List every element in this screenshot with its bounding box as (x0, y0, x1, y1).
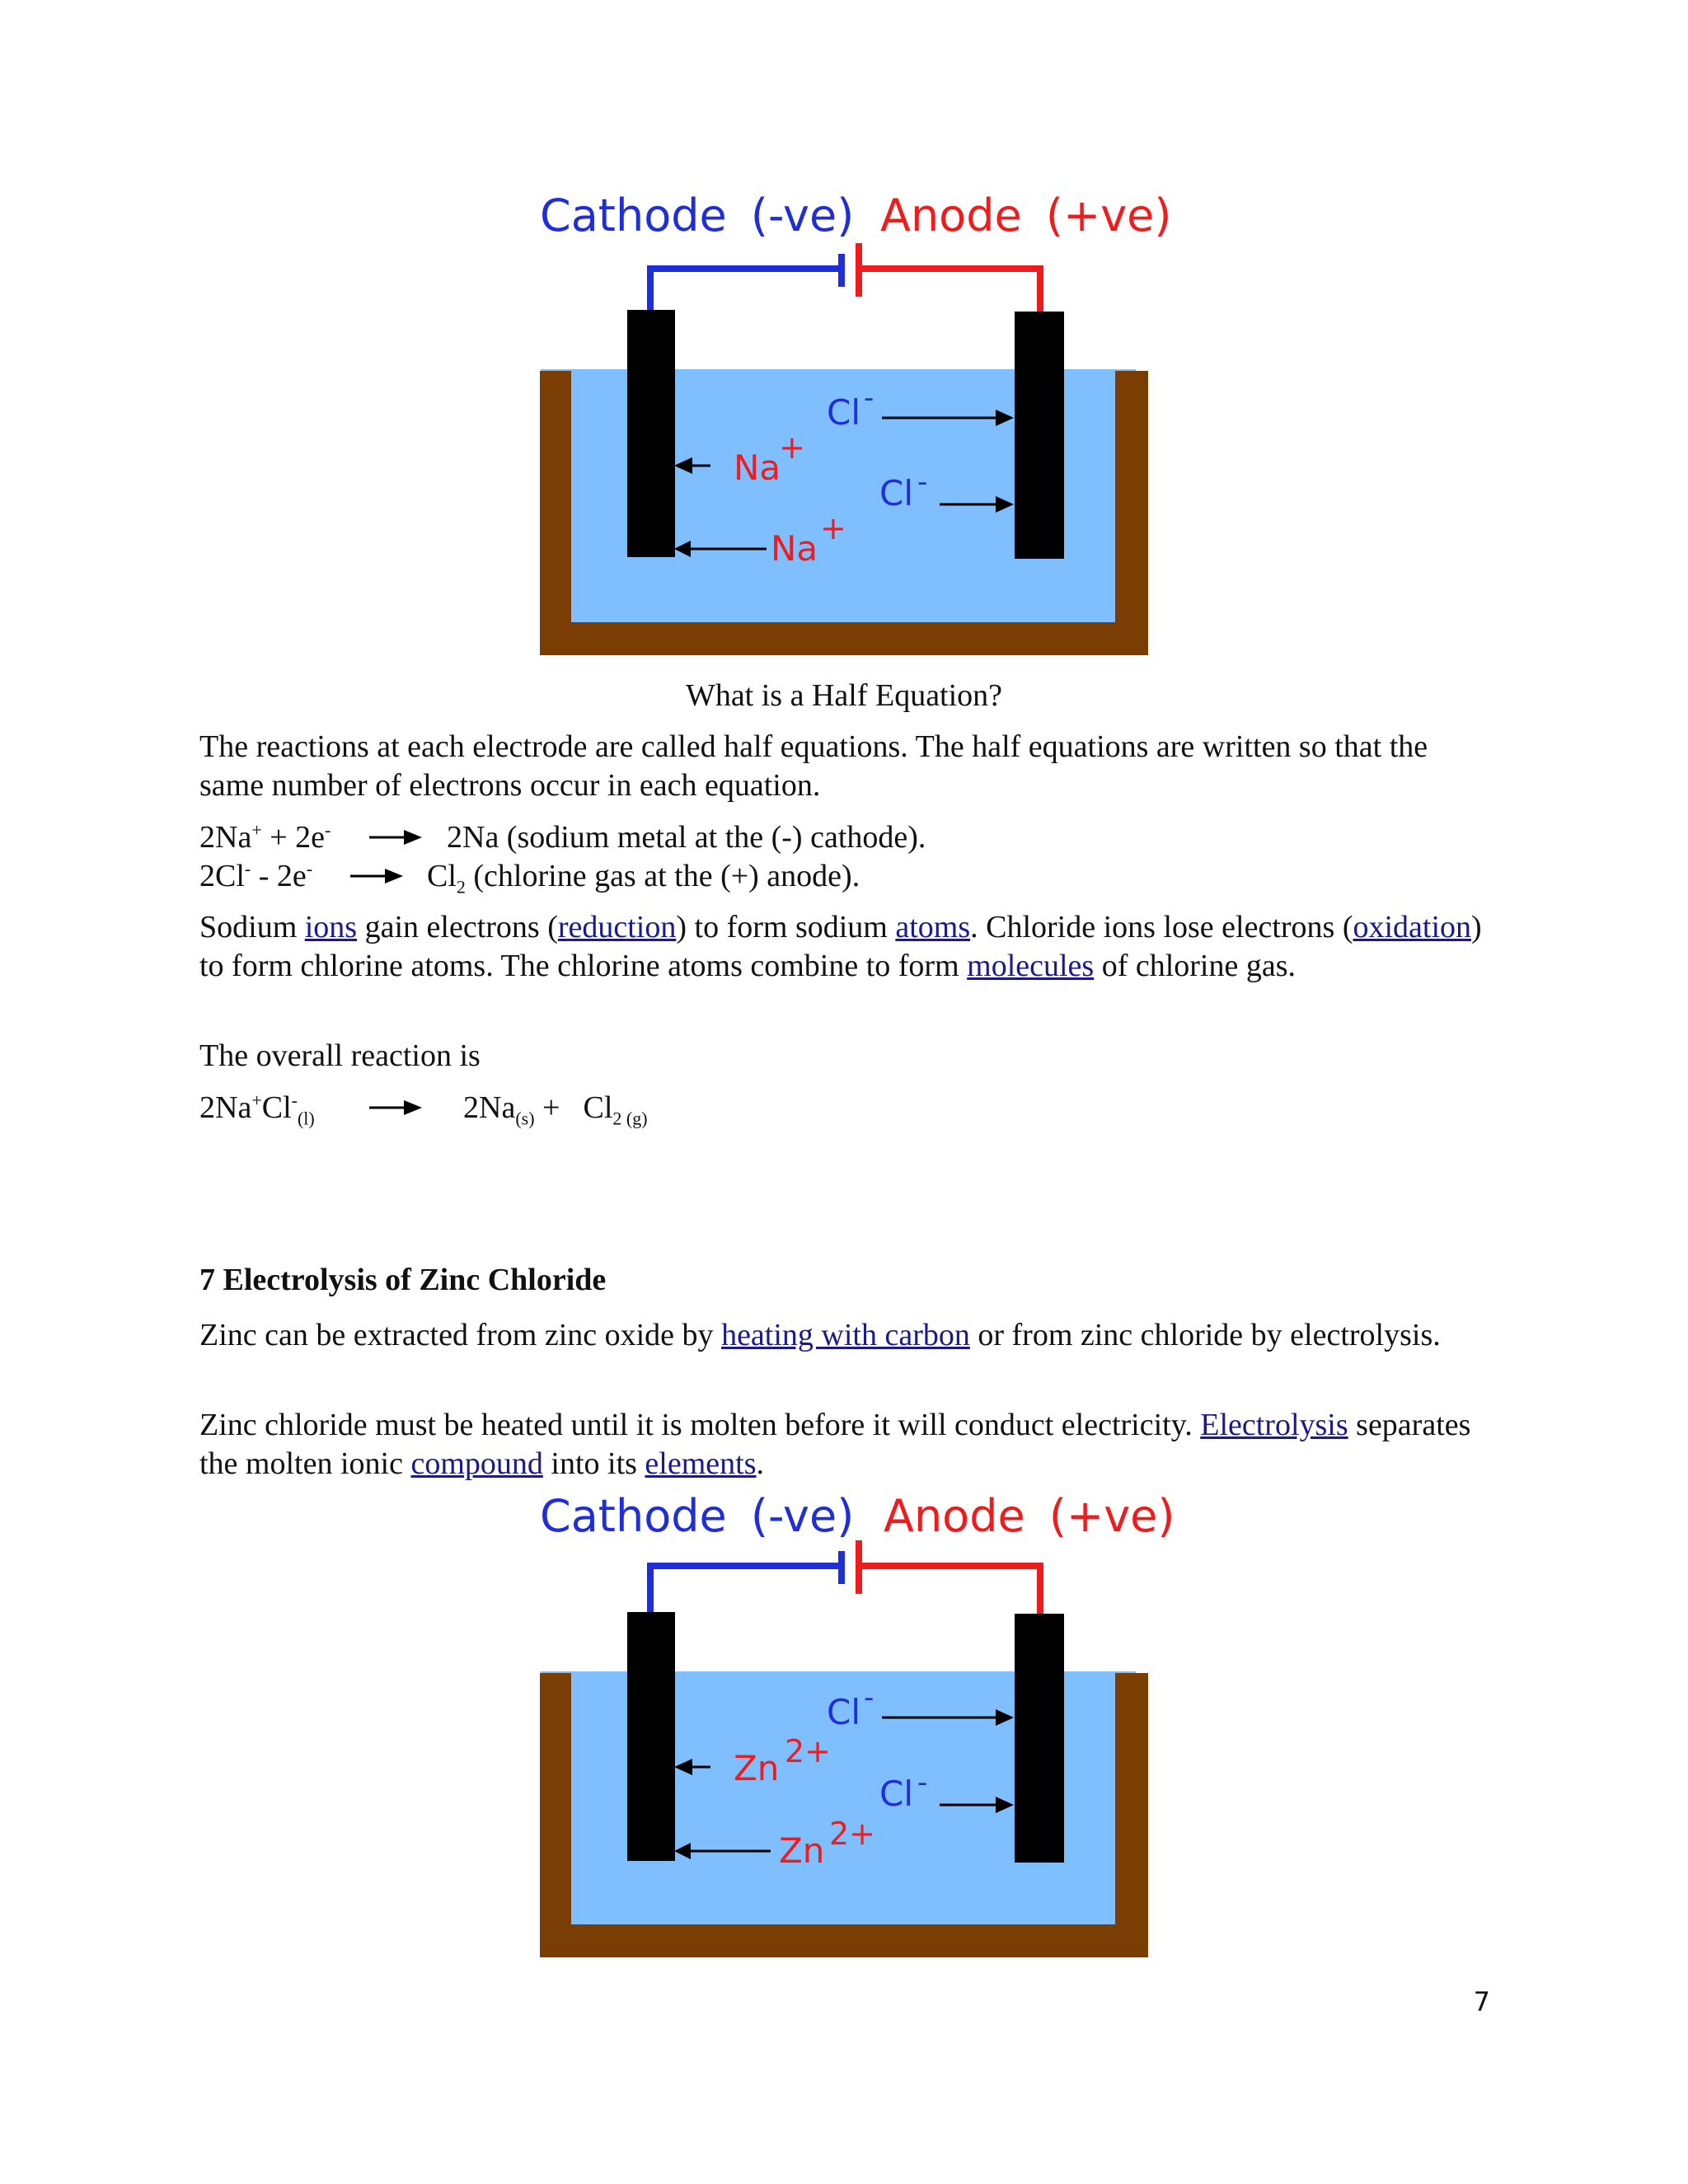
svg-text:Cl (827, 392, 860, 433)
link-electrolysis[interactable]: Electrolysis (1200, 1408, 1348, 1442)
eq1-left: 2Na (199, 820, 252, 855)
anode-sign: (+ve) (1045, 190, 1172, 241)
electrolysis-diagram-sodium-chloride (528, 190, 1172, 666)
zinc-paragraph-1: Zinc can be extracted from zinc oxide by heating with carbon or from zinc chloride by electrolysis. (199, 1318, 1441, 1352)
link-heating-with-carbon[interactable]: heating with carbon (721, 1318, 970, 1352)
reaction-arrow-icon (350, 866, 405, 886)
anode-label: Anode (880, 190, 1022, 241)
anion-charge: - (864, 1681, 874, 1714)
cation-charge: 2+ (785, 1733, 832, 1769)
figure-caption: What is a Half Equation? (685, 678, 1003, 713)
link-ions[interactable]: ions (304, 910, 358, 944)
overall-reaction-label: The overall reaction is (199, 1038, 481, 1073)
half-equation-intro: The reactions at each electrode are called half equations. The half equations are written so that the same number of electrons occur in each equation. (199, 729, 1428, 803)
svg-text:Anode (+ve) (880, 190, 1171, 241)
anode-electrode (1015, 1614, 1064, 1863)
svg-text:Cathode (-ve) (540, 1490, 854, 1542)
eq1-left-charge: + (251, 819, 262, 841)
reaction-arrow-icon (369, 1098, 424, 1118)
link-molecules[interactable]: molecules (967, 949, 1095, 983)
cation-charge: + (820, 510, 846, 546)
anion-symbol: Cl (879, 1774, 913, 1814)
circuit-wires (650, 1540, 1040, 1614)
eq2-electron-charge: - (306, 858, 313, 879)
link-atoms[interactable]: atoms (895, 910, 971, 944)
link-reduction[interactable]: reduction (557, 910, 677, 944)
cation-symbol: Zn (734, 1748, 780, 1788)
anion-symbol: Cl (827, 392, 860, 433)
svg-text:Cathode (-ve) (540, 190, 854, 241)
eq2-chlorine: Cl (427, 859, 457, 893)
half-equation-anode (199, 857, 312, 896)
anion-symbol: Cl (879, 473, 913, 513)
cation-charge: + (779, 429, 805, 466)
cation-symbol: Na (771, 528, 818, 569)
cation-charge: 2+ (829, 1816, 876, 1852)
electrolysis-diagram-zinc-chloride (528, 1490, 1175, 1968)
cathode-label: Cathode (540, 190, 727, 241)
anion-charge: - (917, 466, 928, 499)
cathode-electrode (627, 1612, 675, 1861)
eq2-product (427, 857, 860, 896)
page-number: 7 (1473, 1986, 1490, 2018)
cation-symbol: Zn (779, 1830, 825, 1871)
anion-charge: - (917, 1766, 928, 1799)
anion-symbol: Cl (827, 1692, 860, 1732)
anode-label: Anode (884, 1490, 1025, 1542)
eq1-electron-charge: - (325, 819, 331, 841)
anode-sign: (+ve) (1048, 1490, 1175, 1542)
link-elements[interactable]: elements (645, 1446, 757, 1481)
eq2-subscript: 2 (456, 876, 466, 898)
cathode-label: Cathode (540, 1490, 727, 1542)
overall-equation-products: $2Na_{(s)} + Cl_{2 (g)}$ (463, 1090, 648, 1129)
eq1-product: 2Na (sodium metal at the (-) cathode). (447, 820, 926, 855)
eq2-description: (chlorine gas at the (+) anode). (465, 859, 860, 893)
zinc-paragraph-2: Zinc chloride must be heated until it is molten before it will conduct electricity. Electrolysis separates the molten ionic compound into its elements. (199, 1408, 1471, 1481)
overall-equation-reactant: $2Na^+Cl^-_{(l)}$ (199, 1090, 315, 1129)
eq2-left-charge: - (244, 858, 251, 879)
half-equation-cathode (199, 818, 331, 857)
anion-charge: - (864, 382, 874, 415)
anode-electrode (1015, 312, 1064, 559)
cathode-electrode (627, 310, 675, 557)
link-oxidation[interactable]: oxidation (1353, 910, 1472, 944)
reaction-arrow-icon (369, 827, 424, 847)
eq2-electrons: - 2e (251, 859, 307, 893)
link-compound[interactable]: compound (410, 1446, 543, 1481)
cathode-sign: (-ve) (750, 1490, 855, 1542)
eq1-electrons: + 2e (261, 820, 326, 855)
circuit-wires (650, 243, 1040, 312)
cathode-sign: (-ve) (750, 190, 855, 241)
cation-symbol: Na (734, 448, 781, 488)
eq2-left: 2Cl (199, 859, 245, 893)
sodium-paragraph: Sodium ions gain electrons (reduction) to form sodium atoms. Chloride ions lose electrons (oxidation) to form chlorine atoms. The chlorine atoms combine to form molecules of chlorine gas. (199, 910, 1482, 983)
section-heading: 7 Electrolysis of Zinc Chloride (199, 1263, 607, 1297)
svg-text:Anode (+ve) (884, 1490, 1175, 1542)
